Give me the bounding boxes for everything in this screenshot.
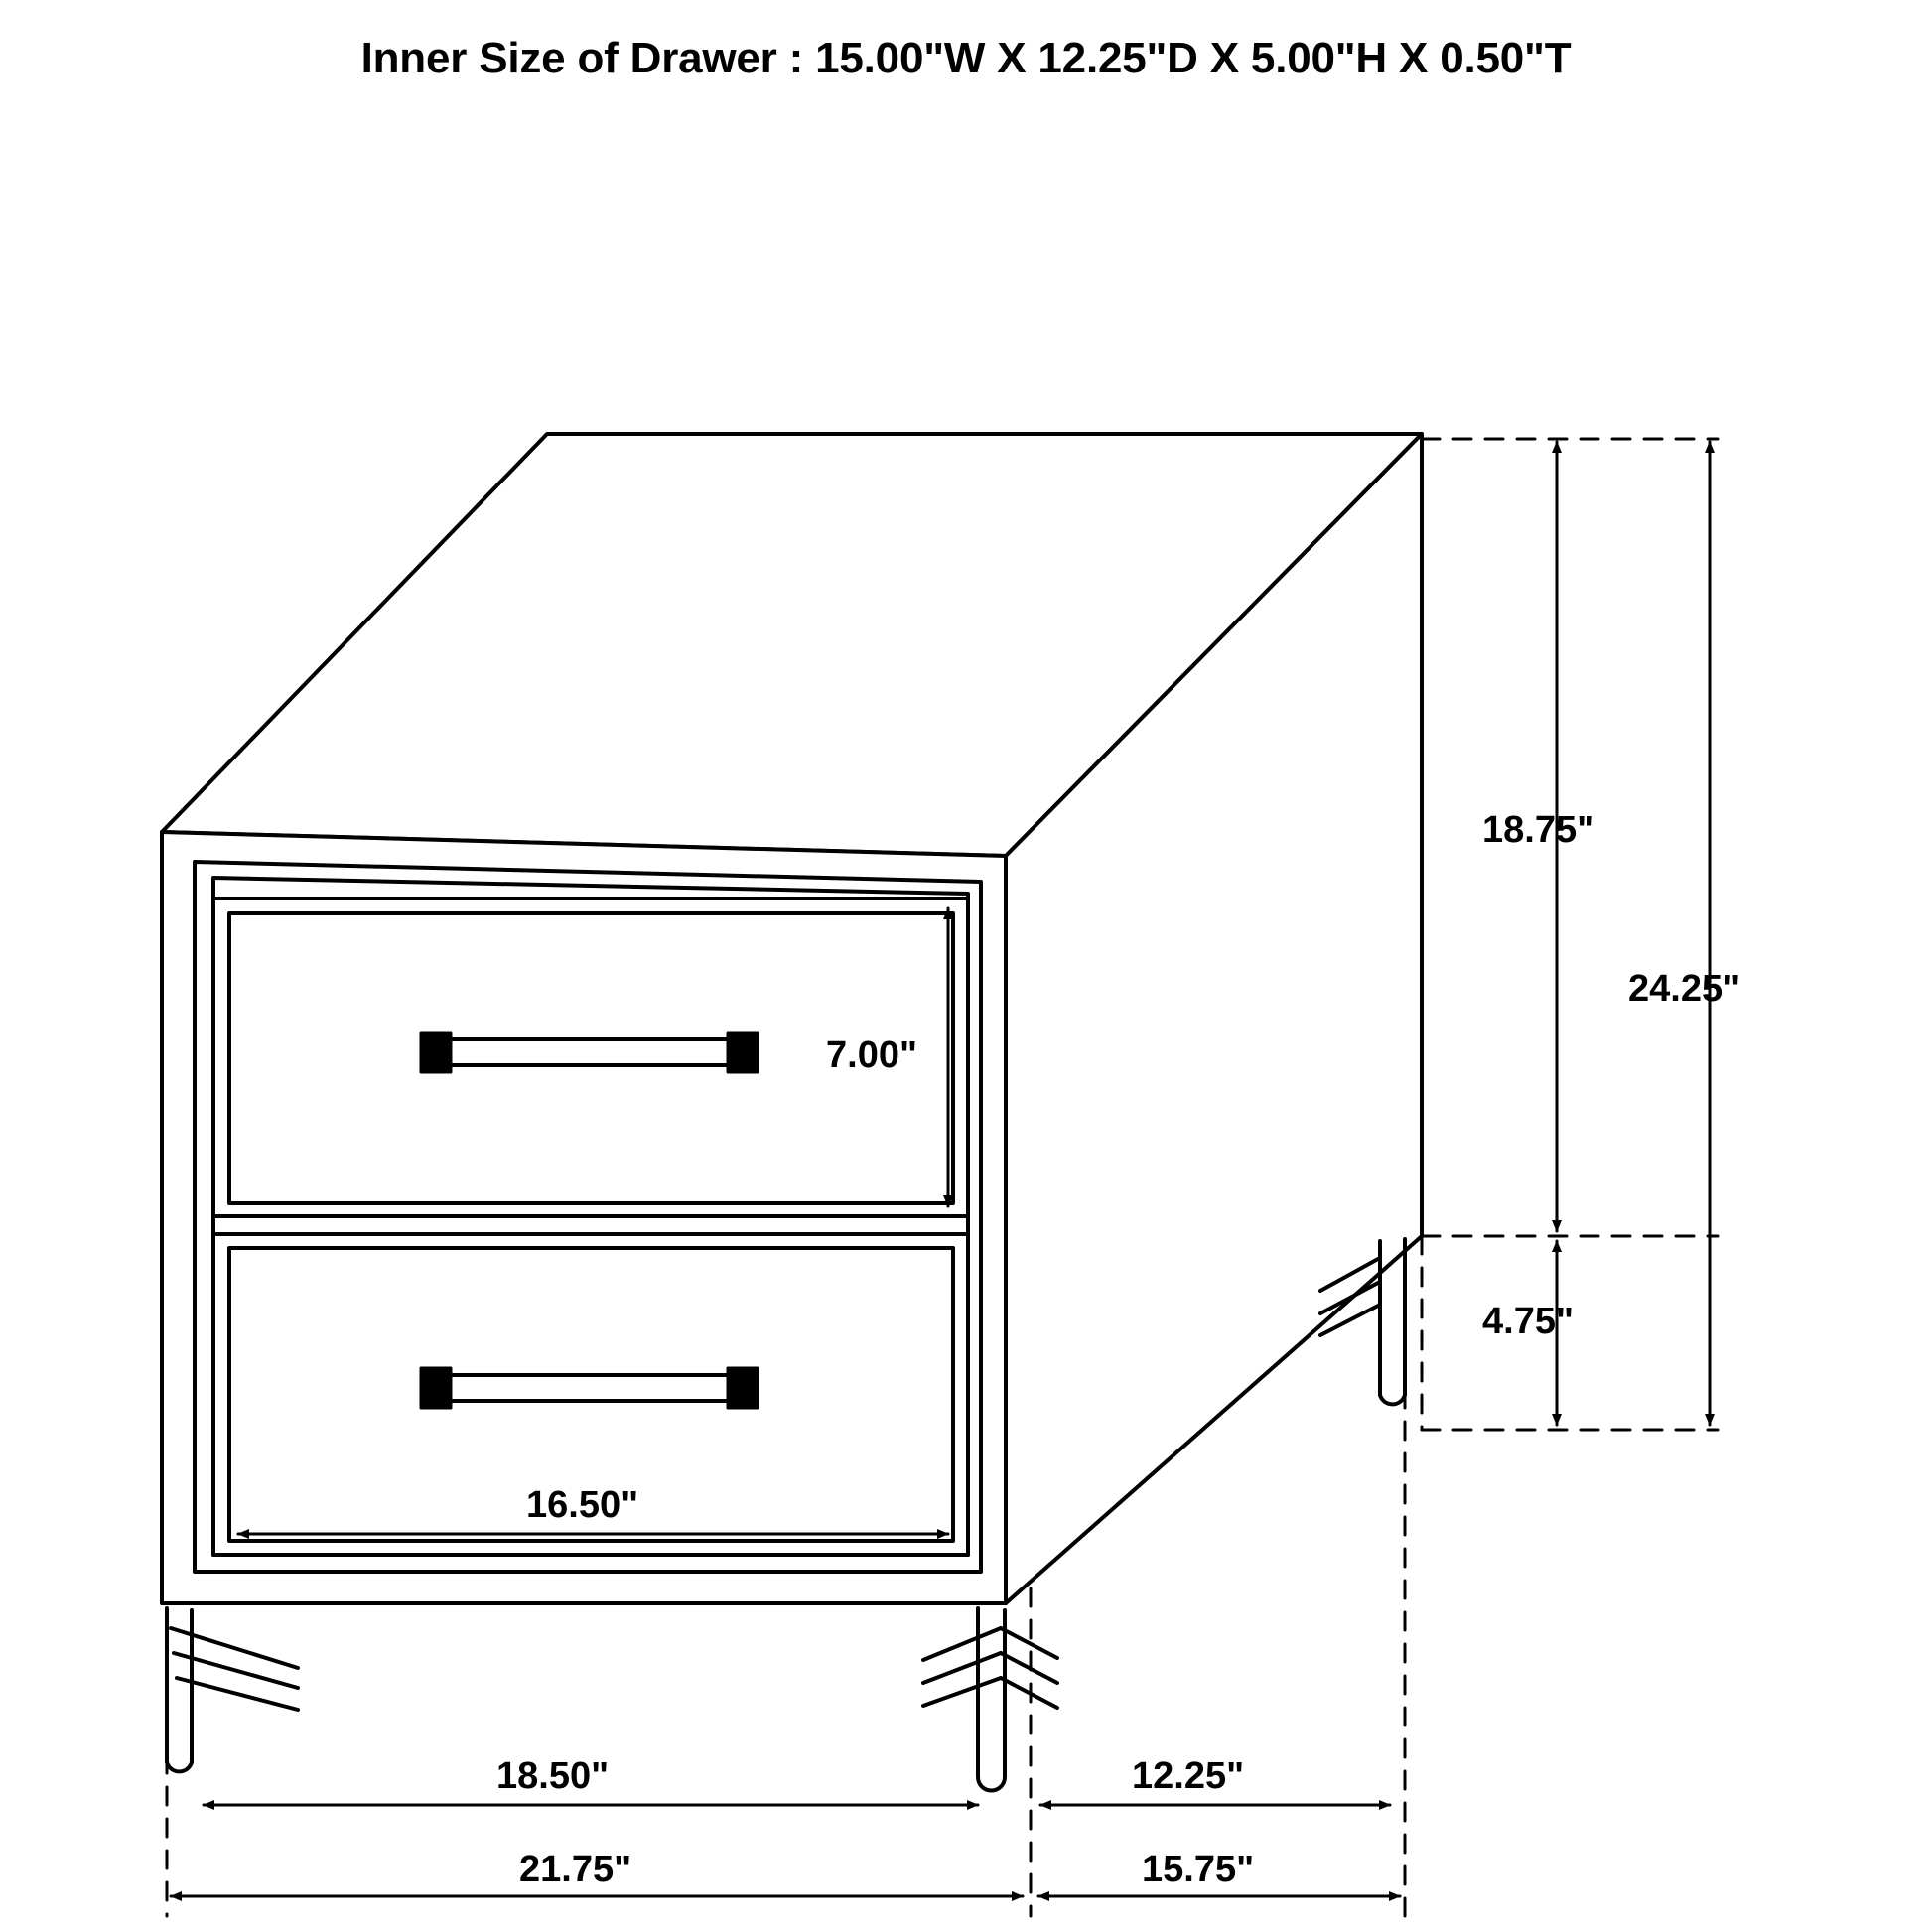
upper-drawer-handle — [421, 1033, 758, 1072]
dimension-label-side-leg-span: 12.25" — [1132, 1755, 1245, 1797]
extension-lines-right — [1422, 439, 1718, 1430]
dimension-label-overall-width: 21.75" — [519, 1849, 632, 1890]
dimension-label-overall-height: 24.25" — [1628, 968, 1741, 1010]
dimension-label-leg-height: 4.75" — [1482, 1301, 1574, 1342]
page-title: Inner Size of Drawer : 15.00"W X 12.25"D X 5.00"H X 0.50"T — [360, 34, 1572, 82]
dimension-label-drawer-height: 7.00" — [826, 1035, 917, 1076]
lower-drawer-handle — [421, 1368, 758, 1408]
dimension-label-overall-depth: 15.75" — [1142, 1849, 1255, 1890]
dimension-label-cabinet-height: 18.75" — [1482, 809, 1595, 851]
dimension-label-drawer-width: 16.50" — [526, 1484, 639, 1526]
dimension-label-front-leg-span: 18.50" — [496, 1755, 610, 1797]
